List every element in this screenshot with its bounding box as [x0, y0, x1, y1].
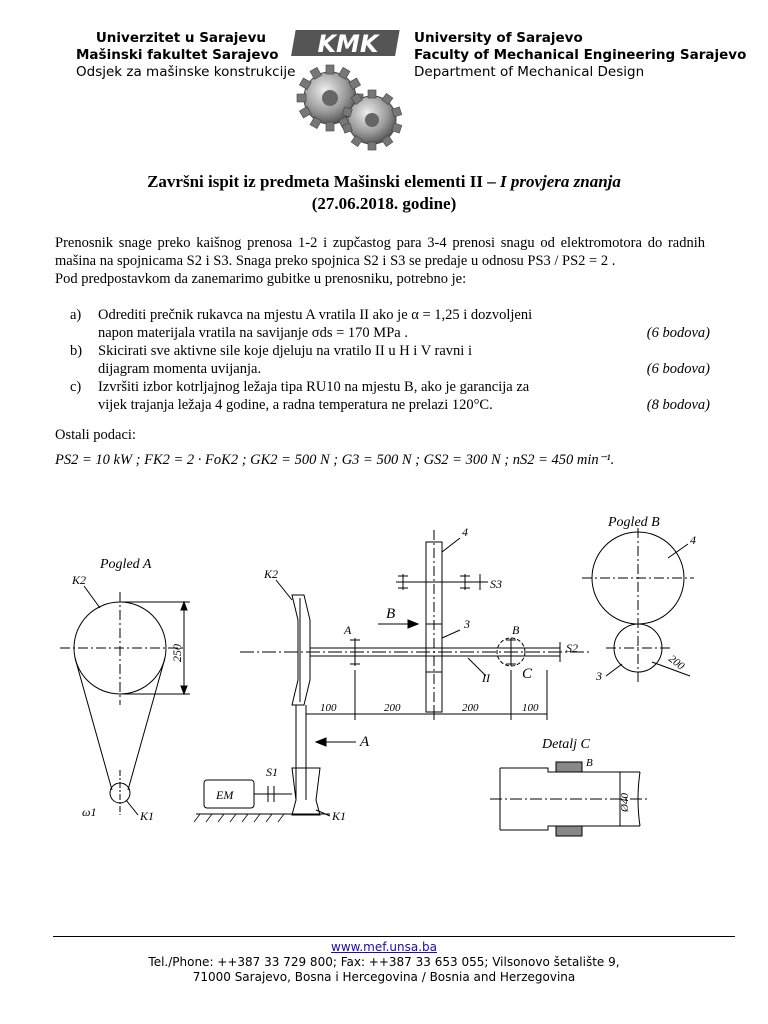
b-label-detail: B [586, 757, 593, 769]
gear-3-label: 3 [464, 617, 470, 631]
dim-200-right: 200 [462, 702, 479, 714]
task-c [70, 378, 710, 414]
footer [0, 940, 768, 985]
faculty-name-en: Faculty of Mechanical Engineering Sarajevo [414, 47, 747, 63]
task-b [70, 342, 710, 378]
university-name-en: University of Sarajevo [414, 30, 583, 46]
b-label: B [512, 623, 520, 637]
intro-p2: Pod predpostavkom da zanemarimo gubitke u prenosniku, potrebno je: [55, 271, 467, 287]
dim-100-left: 100 [320, 702, 337, 714]
em-label: EM [216, 788, 234, 802]
task-line: napon materijala vratila na savijanje σds = 170 MPa . [98, 325, 408, 341]
task-line: vijek trajanja ležaja 4 godine, a radna temperatura ne prelazi 120°C. [98, 397, 493, 413]
footer-contact: Tel./Phone: ++387 33 729 800; Fax: ++387 33 653 055; Vilsonovo šetalište 9, [148, 955, 620, 969]
detalj-c-label: Detalj C [542, 737, 590, 752]
title-main: Završni ispit iz predmeta Mašinski elementi II – [147, 172, 500, 191]
k2-label-a: K2 [72, 573, 87, 587]
task-line: Izvršiti izbor kotrljajnog ležaja tipa RU10 na mjestu B, ako je garancija za [98, 379, 530, 395]
faculty-name-local: Mašinski fakultet Sarajevo [76, 47, 279, 63]
task-points: (6 bodova) [646, 361, 710, 377]
dim-250: 250 [170, 644, 184, 662]
k1-label-a: K1 [140, 809, 155, 823]
task-line: dijagram momenta uvijanja. [98, 361, 262, 377]
pogled-a-label: Pogled A [100, 557, 152, 572]
title-italic: I provjera znanja [500, 172, 621, 191]
task-label: b) [70, 343, 83, 359]
s2-label: S2 [566, 641, 578, 655]
university-name-local: Univerzitet u Sarajevu [95, 30, 266, 46]
department-name-en: Department of Mechanical Design [414, 64, 645, 80]
arrow-a-label: A [360, 734, 370, 750]
exam-title [0, 171, 768, 215]
other-data-values: PS2 = 10 kW ; FK2 = 2 · FoK2 ; GK2 = 500 N ; G3 = 500 N ; GS2 = 300 N ; nS2 = 450 min⁻¹. [55, 452, 615, 468]
intro-p1: Prenosnik snage preko kaišnog prenosa 1-2 i zupčastog para 3-4 prenosi snagu od elektromotora do radnih mašina na spojnicama S2 i S3. Snaga preko spojnica S2 i S3 se predaje u odnosu PS3 / PS2 = 2 . [55, 235, 705, 269]
pogled-b-label: Pogled B [608, 515, 660, 530]
footer-address: 71000 Sarajevo, Bosna i Hercegovina / Bosnia and Herzegovina [192, 970, 576, 984]
pulley-k2 [292, 595, 310, 705]
bearing-b-detail-bottom [556, 826, 582, 836]
task-line: Odrediti prečnik rukavca na mjestu A vratila II ako je α = 1,25 i dozvoljeni [98, 307, 533, 323]
technical-drawing [0, 500, 768, 840]
header-right [414, 30, 746, 81]
arrow-b-label: B [386, 606, 396, 622]
dim-100-right: 100 [522, 702, 539, 714]
bearing-b-detail-top [556, 762, 582, 772]
footer-website-link[interactable]: www.mef.unsa.ba [331, 940, 437, 954]
other-data-heading: Ostali podaci: [55, 427, 136, 443]
gear-3-label-b: 3 [596, 669, 602, 683]
task-label: a) [70, 307, 82, 323]
a-label: A [344, 623, 352, 637]
header-left [76, 30, 296, 81]
kmk-logo [290, 28, 406, 156]
task-line: Skicirati sve aktivne sile koje djeluju na vratilo II u H i V ravni i [98, 343, 472, 359]
task-a [70, 306, 710, 342]
task-points: (6 bodova) [646, 325, 710, 341]
s1-label: S1 [266, 765, 278, 779]
intro-paragraph [55, 234, 705, 288]
logo-text: KMK [317, 30, 379, 58]
gear-4-label: 4 [462, 525, 468, 539]
footer-rule [53, 936, 735, 937]
dim-200-b: 200 [666, 652, 687, 673]
omega-label: ω1 [82, 805, 97, 819]
k1-label-main: K1 [332, 809, 347, 823]
shaft-ii-label: II [482, 671, 490, 685]
s3-label: S3 [490, 577, 502, 591]
dia-40: Ø40 [619, 793, 631, 812]
department-name-local: Odsjek za mašinske konstrukcije [76, 64, 296, 80]
task-points: (8 bodova) [646, 397, 710, 413]
c-label: C [522, 666, 533, 682]
dim-200-left: 200 [384, 702, 401, 714]
k2-label-main: K2 [264, 567, 279, 581]
exam-date: (27.06.2018. godine) [311, 194, 457, 213]
task-label: c) [70, 379, 82, 395]
gear-4-label-b: 4 [690, 533, 696, 547]
